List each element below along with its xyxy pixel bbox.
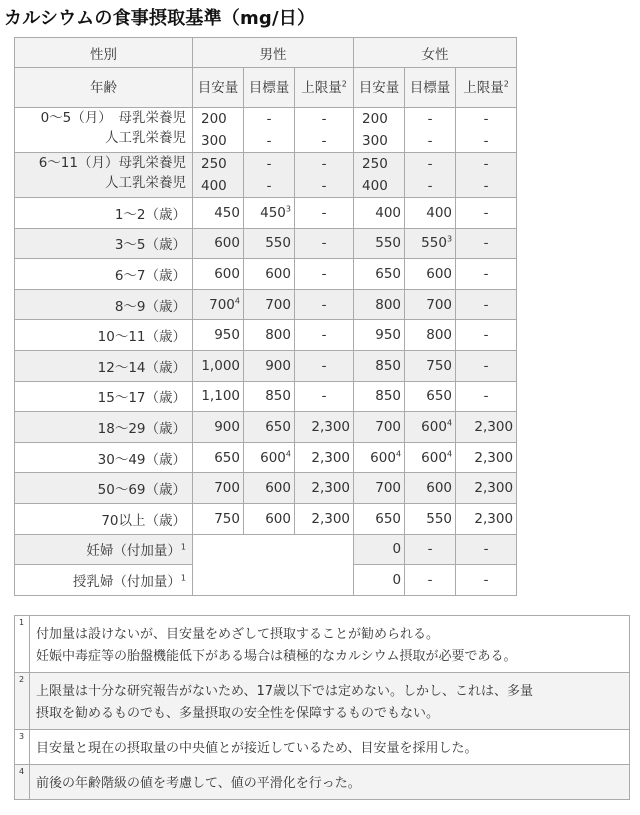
age-cell: 8〜9（歳） [15, 289, 193, 320]
male-upper-cell: - [295, 198, 354, 229]
female-target-cell: 0 [354, 565, 405, 596]
footnote-ref: 1 [180, 573, 186, 583]
table-row [15, 198, 517, 229]
m-target-cell [193, 153, 244, 198]
female-goal-cell: $600^4$ [405, 412, 456, 443]
footnote-number: 1 [15, 616, 30, 673]
male-upper-cell: - [295, 350, 354, 381]
f-goal-cell [405, 108, 456, 153]
table-row-infant [15, 153, 517, 198]
age-cell: 1〜2（歳） [15, 198, 193, 229]
age-cell: 15〜17（歳） [15, 381, 193, 412]
female-goal-cell: 750 [405, 350, 456, 381]
male-target-cell: 1,000 [193, 350, 244, 381]
male-goal-cell: 800 [244, 320, 295, 351]
footnote-ref: 4 [395, 449, 402, 459]
female-goal-cell: 400 [405, 198, 456, 229]
male-goal-cell: 850 [244, 381, 295, 412]
male-target-cell: 750 [193, 503, 244, 534]
male-goal-header: 目標量 [244, 68, 295, 108]
footnote-line: 妊娠中毒症等の胎盤機能低下がある場合は積極的なカルシウム摂取が必要である。 [36, 649, 517, 664]
male-empty-cell [193, 534, 354, 595]
male-upper-cell: - [295, 228, 354, 259]
cell-value: - [427, 111, 433, 127]
age-header: 年齢 [15, 68, 193, 108]
female-target-cell: $600^4$ [354, 442, 405, 473]
age-sublabel: 人工乳栄養児 [105, 130, 186, 146]
age-cell: 3〜5（歳） [15, 228, 193, 259]
male-header: 男性 [193, 38, 354, 68]
male-target-cell: $700^4$ [193, 289, 244, 320]
female-goal-cell: 800 [405, 320, 456, 351]
cell-value: 200 [201, 111, 227, 127]
age-cell: 30〜49（歳） [15, 442, 193, 473]
female-goal-cell: 650 [405, 381, 456, 412]
footnote-text [30, 730, 630, 765]
age-label: 0〜5（月） 母乳栄養児 [40, 110, 186, 126]
table-row [15, 503, 517, 534]
female-upper-cell: - [456, 289, 517, 320]
footnote-row [15, 765, 630, 800]
male-target-cell: 600 [193, 228, 244, 259]
male-target-cell: 950 [193, 320, 244, 351]
male-target-cell: 700 [193, 473, 244, 504]
footnote-ref: 1 [180, 542, 186, 552]
m-goal-cell [244, 153, 295, 198]
female-goal-cell: 600 [405, 473, 456, 504]
m-goal-cell [244, 108, 295, 153]
table-row [15, 320, 517, 351]
age-label: 6〜11（月）母乳栄養児 [38, 155, 186, 171]
male-goal-cell: 900 [244, 350, 295, 381]
footnote-text [30, 765, 630, 800]
male-target-cell: 1,100 [193, 381, 244, 412]
footnote-line: 上限量は十分な研究報告がないため、17歳以下では定めない。しかし、これは、多量 [36, 684, 534, 699]
female-upper-cell: - [456, 565, 517, 596]
male-target-cell: 600 [193, 259, 244, 290]
male-upper-header: 上限量$^2$ [295, 68, 354, 108]
table-row [15, 442, 517, 473]
female-goal-cell: 700 [405, 289, 456, 320]
table-row [15, 228, 517, 259]
age-cell: 50〜69（歳） [15, 473, 193, 504]
table-row [15, 412, 517, 443]
age-cell: 妊婦（付加量）$^1$ [15, 534, 193, 565]
footnote-line: 付加量は設けないが、目安量をめざして摂取することが勧められる。 [36, 627, 440, 642]
female-upper-cell: - [456, 320, 517, 351]
calcium-intake-table [14, 37, 517, 596]
footnote-ref: 3 [446, 234, 453, 244]
cell-value: - [266, 111, 272, 127]
female-target-cell: 850 [354, 381, 405, 412]
male-target-header: 目安量 [193, 68, 244, 108]
age-cell [15, 108, 193, 153]
cell-value: - [321, 111, 327, 127]
cell-value: 250 [201, 156, 227, 172]
footnote-number: 2 [15, 673, 30, 730]
female-target-cell: 800 [354, 289, 405, 320]
female-header: 女性 [354, 38, 517, 68]
table-row [15, 259, 517, 290]
cell-value: - [321, 133, 327, 149]
table-row-pregnant [15, 534, 517, 565]
female-target-cell: 700 [354, 473, 405, 504]
female-goal-cell: - [405, 534, 456, 565]
footnote-ref: 3 [285, 204, 291, 214]
female-goal-cell: $550^3$ [405, 228, 456, 259]
female-upper-cell: - [456, 381, 517, 412]
cell-value: - [483, 111, 489, 127]
footnote-ref: 4 [234, 296, 240, 306]
female-upper-cell: - [456, 534, 517, 565]
f-target-cell [354, 108, 405, 153]
female-goal-header: 目標量 [405, 68, 456, 108]
male-upper-cell: - [295, 320, 354, 351]
male-goal-cell: 550 [244, 228, 295, 259]
male-goal-cell: $600^4$ [244, 442, 295, 473]
m-target-cell [193, 108, 244, 153]
female-target-cell: 0 [354, 534, 405, 565]
cell-value: - [483, 133, 489, 149]
cell-value: - [266, 178, 272, 194]
footnote-ref: 4 [446, 449, 453, 459]
table-row-infant [15, 108, 517, 153]
footnote-line: 目安量と現在の摂取量の中央値とが接近しているため、目安量を採用した。 [36, 741, 478, 756]
footnote-row [15, 730, 630, 765]
cell-value: - [427, 133, 433, 149]
age-cell: 6〜7（歳） [15, 259, 193, 290]
female-target-cell: 650 [354, 259, 405, 290]
footnote-text [30, 616, 630, 673]
footnote-ref: 4 [446, 418, 453, 428]
footnote-row [15, 616, 630, 673]
footnote-row [15, 673, 630, 730]
male-upper-cell: 2,300 [295, 473, 354, 504]
cell-value: 300 [201, 133, 227, 149]
footnote-line: 摂取を勧めるものでも、多量摂取の安全性を保障するものでもない。 [36, 706, 440, 721]
male-upper-cell: - [295, 289, 354, 320]
sex-header: 性別 [15, 38, 193, 68]
female-target-cell: 850 [354, 350, 405, 381]
cell-value: - [483, 178, 489, 194]
female-upper-cell: - [456, 198, 517, 229]
male-target-cell: 900 [193, 412, 244, 443]
age-sublabel: 人工乳栄養児 [105, 175, 186, 191]
female-target-header: 目安量 [354, 68, 405, 108]
male-upper-cell: 2,300 [295, 442, 354, 473]
cell-value: 400 [362, 178, 388, 194]
age-cell: 18〜29（歳） [15, 412, 193, 443]
cell-value: - [321, 156, 327, 172]
header-row-sex [15, 38, 517, 68]
table-row [15, 350, 517, 381]
f-upper-cell [456, 153, 517, 198]
female-goal-cell: 600 [405, 259, 456, 290]
male-goal-cell: 700 [244, 289, 295, 320]
female-upper-cell: - [456, 259, 517, 290]
female-goal-cell: $600^4$ [405, 442, 456, 473]
male-upper-cell: - [295, 259, 354, 290]
male-goal-cell: 600 [244, 503, 295, 534]
female-target-cell: 550 [354, 228, 405, 259]
age-cell: 授乳婦（付加量）$^1$ [15, 565, 193, 596]
male-goal-cell: 650 [244, 412, 295, 443]
page-title: カルシウムの食事摂取基準（mg/日） [4, 8, 316, 29]
age-cell: 12〜14（歳） [15, 350, 193, 381]
m-upper-cell [295, 108, 354, 153]
f-goal-cell [405, 153, 456, 198]
cell-value: 250 [362, 156, 388, 172]
male-goal-cell: 600 [244, 259, 295, 290]
female-upper-cell: - [456, 228, 517, 259]
cell-value: - [427, 178, 433, 194]
header-row-columns [15, 68, 517, 108]
age-cell: 10〜11（歳） [15, 320, 193, 351]
female-goal-cell: - [405, 565, 456, 596]
cell-value: 200 [362, 111, 388, 127]
table-row [15, 473, 517, 504]
cell-value: - [266, 156, 272, 172]
footnote-line: 前後の年齢階級の値を考慮して、値の平滑化を行った。 [36, 776, 361, 791]
male-target-cell: 450 [193, 198, 244, 229]
female-target-cell: 700 [354, 412, 405, 443]
footnote-number: 4 [15, 765, 30, 800]
f-upper-cell [456, 108, 517, 153]
cell-value: 400 [201, 178, 227, 194]
footnotes-table [14, 615, 630, 800]
male-goal-cell: $450^3$ [244, 198, 295, 229]
table-row [15, 289, 517, 320]
male-target-cell: 650 [193, 442, 244, 473]
cell-value: - [483, 156, 489, 172]
female-upper-cell: 2,300 [456, 442, 517, 473]
footnote-text [30, 673, 630, 730]
female-target-cell: 400 [354, 198, 405, 229]
female-upper-cell: 2,300 [456, 473, 517, 504]
female-target-cell: 950 [354, 320, 405, 351]
footnote-ref: 4 [285, 449, 291, 459]
cell-value: - [266, 133, 272, 149]
cell-value: 300 [362, 133, 388, 149]
age-cell: 70以上（歳） [15, 503, 193, 534]
male-goal-cell: 600 [244, 473, 295, 504]
m-upper-cell [295, 153, 354, 198]
female-upper-cell: - [456, 350, 517, 381]
male-upper-cell: - [295, 381, 354, 412]
cell-value: - [321, 178, 327, 194]
female-upper-cell: 2,300 [456, 412, 517, 443]
female-goal-cell: 550 [405, 503, 456, 534]
footnote-number: 3 [15, 730, 30, 765]
f-target-cell [354, 153, 405, 198]
female-target-cell: 650 [354, 503, 405, 534]
cell-value: - [427, 156, 433, 172]
female-upper-header: 上限量$^2$ [456, 68, 517, 108]
table-row [15, 381, 517, 412]
female-upper-cell: 2,300 [456, 503, 517, 534]
male-upper-cell: 2,300 [295, 412, 354, 443]
age-cell [15, 153, 193, 198]
male-upper-cell: 2,300 [295, 503, 354, 534]
